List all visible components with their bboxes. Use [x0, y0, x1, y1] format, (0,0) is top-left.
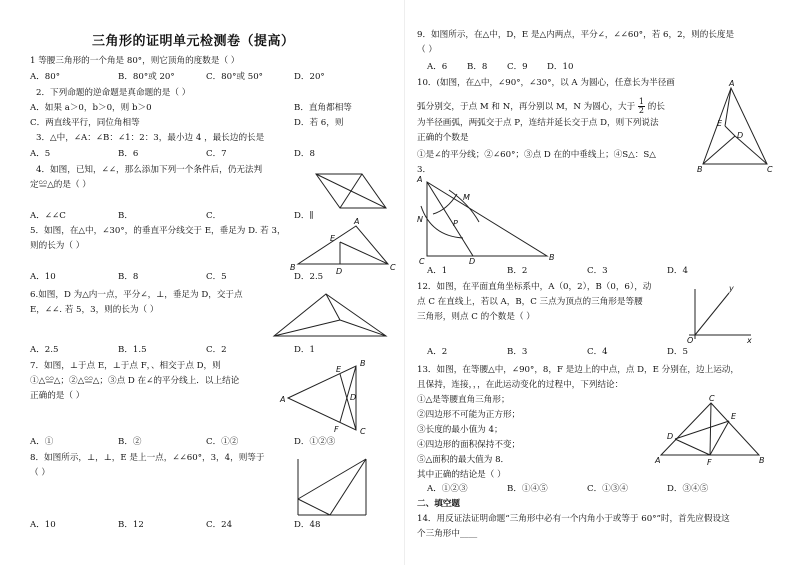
q7-option-d: D．①②③ [294, 437, 336, 447]
q13-fig-cf [710, 403, 711, 455]
q10-label-p: P [453, 219, 458, 228]
q13-figure [655, 395, 765, 465]
q13-option-c: C．①③④ [587, 484, 628, 494]
q13-label-c: C [709, 394, 715, 403]
q5-option-a: A．10 [30, 272, 56, 282]
q10-label-c: C [419, 257, 425, 266]
q7-label-f: F [334, 425, 339, 434]
q4-figure [310, 170, 390, 215]
q3-option-d: D．8 [294, 149, 315, 159]
q9-fig-triangle [703, 88, 767, 164]
q13-option-a: A．①②③ [427, 484, 468, 494]
q8-option-a: A．10 [30, 520, 56, 530]
q6-option-b: B．1.5 [118, 345, 147, 355]
q2-option-a: A．如果 a＞0，b＞0，则 b＞0 [30, 103, 152, 113]
q8-fig-segment-1 [298, 459, 366, 499]
q13-label-a: A [655, 456, 661, 465]
q9-option-b: B．8 [467, 62, 488, 72]
q7-fig-triangle [288, 366, 356, 430]
q10-label-n: N [417, 215, 423, 224]
q13-text-2: 且保持，连接，，，在此运动变化的过程中，下列结论： [417, 380, 624, 390]
q10-text-6: 3． [417, 165, 432, 175]
q12-label-x: x [747, 336, 752, 345]
fraction-den: 2 [638, 106, 645, 115]
q9-fig-segment-1 [725, 88, 731, 126]
q5-text-1: 5．如图，在△中，∠30°，的垂直平分线交于 E，垂足为 D. 若 3， [30, 226, 286, 236]
right-column [405, 0, 800, 565]
q12-option-b: B．3 [507, 347, 528, 357]
q3-option-c: C．7 [206, 149, 227, 159]
q8-fig-segment-3 [330, 459, 366, 515]
q12-option-a: A．2 [427, 347, 448, 357]
q3-option-a: A．5 [30, 149, 51, 159]
q2-option-b: B．直角都相等 [294, 103, 352, 113]
q10-fig-triangle [427, 182, 547, 256]
q9-label-a: A [729, 79, 735, 88]
q5-label-d: D [336, 267, 343, 276]
q4-option-b: B． [118, 211, 133, 221]
q12-option-d: D．5 [667, 347, 688, 357]
q13-conclusion-3: ③长度的最小值为 4； [417, 425, 503, 435]
q9-fig-segment-2 [725, 126, 735, 136]
q7-label-a: A [280, 395, 286, 404]
q7-text-3: 正确的是（ ） [30, 391, 85, 401]
q7-option-a: A．① [30, 437, 54, 447]
q12-text-2: 点 C 在直线上，若以 A，B，C 三点为顶点的三角形是等腰 [417, 297, 643, 307]
q7-option-c: C．①② [206, 437, 239, 447]
q2-option-c: C．两直线平行，同位角相等 [30, 118, 140, 128]
q10-text-4: 正确的个数是 [417, 133, 469, 143]
page-title: 三角形的证明单元检测卷（提高） [92, 34, 295, 49]
q1-option-d: D．20° [294, 72, 325, 82]
q9-text-2: （ ） [417, 45, 437, 55]
q12-text-1: 12．如图，在平面直角坐标系中，A（0，2），B（0，6），动 [417, 282, 652, 292]
q5-label-a: A [354, 217, 360, 226]
fraction-num: 1 [638, 97, 645, 106]
q13-text-3: 其中正确的结论是（ ） [417, 470, 506, 480]
q4-text-2: 定≌△的是（ ） [30, 180, 91, 190]
q9-label-b: B [697, 165, 703, 174]
q2-text: 2．下列命题的逆命题是真命题的是（ ） [36, 88, 191, 98]
q9-text-1: 9．如图所示，在△中，D，E 是△内两点，平分∠，∠∠60°，若 6，2，则的长度是 [417, 30, 735, 40]
q8-option-b: B．12 [118, 520, 144, 530]
q10-option-a: A．1 [427, 266, 448, 276]
q9-label-c: C [767, 165, 773, 174]
q13-label-f: F [707, 458, 712, 467]
q13-label-d: D [667, 432, 674, 441]
q8-fig-segment-2 [298, 499, 330, 515]
q6-option-c: C．2 [206, 345, 227, 355]
q8-option-c: C．24 [206, 520, 233, 530]
q3-option-b: B．6 [118, 149, 139, 159]
q8-text-1: 8．如图所示，⊥，⊥，E 是上一点，∠∠60°，3，4，则等于 [30, 453, 265, 463]
q5-option-d: D．2.5 [294, 272, 324, 282]
q7-option-b: B．② [118, 437, 142, 447]
q10-label-a: A [417, 175, 423, 184]
q4-option-d: D．∥ [294, 211, 314, 221]
q10-text-2-tail: 的长 [647, 102, 665, 112]
q5-label-b: B [290, 263, 296, 272]
q1-text: 1 等腰三角形的一个角是 80°，则它顶角的度数是（ ） [30, 56, 240, 66]
q8-text-2: （ ） [30, 468, 50, 478]
q9-option-d: D．10 [547, 62, 574, 72]
q6-option-a: A．2.5 [30, 345, 59, 355]
q13-conclusion-4: ④四边形的面积保持不变； [417, 440, 521, 450]
q9-fig-segment-4 [735, 136, 767, 164]
q4-text-1: 4．如图，已知，∠∠，那么添加下列一个条件后，仍无法判 [36, 165, 263, 175]
fraction-half [638, 98, 645, 115]
q10-option-b: B．2 [507, 266, 528, 276]
q12-label-y: y [729, 284, 734, 293]
q5-option-c: C．5 [206, 272, 227, 282]
q6-figure [270, 290, 390, 340]
q10-label-d: D [469, 257, 476, 266]
q10-text-2-main: 弧分别交，于点 M 和 N，再分别以 M，N 为圆心，大于 [417, 102, 636, 112]
q5-fig-segment [340, 242, 388, 264]
q6-fig-segment-2 [340, 320, 386, 336]
q10-text-1: 10．(如图，在△中，∠90°，∠30°，以 A 为圆心，任意长为半径画 [417, 78, 675, 88]
q10-option-c: C．3 [587, 266, 608, 276]
q8-option-d: D．48 [294, 520, 321, 530]
q10-label-m: M [463, 193, 470, 202]
section-heading-fill-in: 二、填空题 [417, 499, 460, 509]
q13-conclusion-1: ①△是等腰直角三角形； [417, 395, 510, 405]
q13-option-b: B．①④⑤ [507, 484, 548, 494]
q9-option-c: C．9 [507, 62, 528, 72]
q1-option-b: B．80°或 20° [118, 72, 175, 82]
q5-label-c: C [390, 263, 396, 272]
q9-label-e: E [717, 119, 723, 128]
q13-option-d: D．③④⑤ [667, 484, 709, 494]
q7-label-b: B [360, 359, 366, 368]
q13-conclusion-2: ②四边形不可能为正方形； [417, 410, 521, 420]
q7-fig-segment-1 [340, 374, 356, 430]
q13-text-1: 13．如图，在等腰△中，∠90°，8，F 是边上的中点，点 D，E 分别在，边上运动， [417, 365, 739, 375]
q14-answer-blank[interactable]: ____ [459, 529, 478, 539]
q4-option-a: A．∠∠C [30, 211, 66, 221]
q12-figure [685, 285, 755, 345]
q4-fig-diagonal-2 [340, 174, 362, 208]
q1-option-a: A．80° [30, 72, 61, 82]
q5-text-2: 则的长为（ ） [30, 241, 85, 251]
q1-option-c: C．80°或 50° [206, 72, 263, 82]
q2-option-d: D．若 6，则 [294, 118, 344, 128]
q7-text-1: 7．如图，⊥于点 E，⊥于点 F，、相交于点 D，则 [30, 361, 221, 371]
q6-text-1: 6.如图，D 为△内一点，平分∠，⊥，垂足为 D，交于点 [30, 290, 243, 300]
q14-text-1: 14．用反证法证明命题“三角形中必有一个内角小于或等于 60°”时，首先应假设这 [417, 514, 730, 524]
q13-label-e: E [731, 412, 737, 421]
q5-label-e: E [330, 234, 336, 243]
q8-figure [290, 455, 370, 520]
q5-option-b: B．8 [118, 272, 139, 282]
q12-option-c: C．4 [587, 347, 608, 357]
q7-text-2: ①△≌△；②△≌△；③点 D 在∠的平分线上．以上结论 [30, 376, 240, 386]
q7-label-e: E [336, 365, 342, 374]
q6-fig-segment-3 [326, 294, 340, 320]
q10-text-3: 为半径画弧，两弧交于点 P，连结并延长交于点 D，则下列说法 [417, 118, 659, 128]
q13-conclusion-5: ⑤△面积的最大值为 8． [417, 455, 510, 465]
q13-label-b: B [759, 456, 765, 465]
q7-label-c: C [360, 427, 366, 436]
q6-option-d: D．1 [294, 345, 315, 355]
q7-label-d: D [350, 393, 357, 402]
q9-option-a: A．6 [427, 62, 448, 72]
q4-option-c: C． [206, 211, 222, 221]
q12-label-o: O [687, 336, 694, 345]
q3-text: 3．△中，∠A：∠B：∠1：2：3，最小边 4 ，最长边的长是 [36, 133, 265, 143]
q13-fig-df [675, 439, 710, 455]
q10-label-b: B [549, 253, 555, 262]
q10-text-5: ①是∠的平分线；②∠60°；③点 D 在的中垂线上；④S△：S△ [417, 150, 656, 160]
q12-text-3: 三角形，则点 C 的个数是（ ） [417, 312, 535, 322]
q9-label-d: D [737, 131, 744, 140]
q10-figure [417, 176, 557, 266]
q10-option-d: D．4 [667, 266, 688, 276]
q9-figure [697, 80, 777, 175]
q5-figure [290, 217, 396, 276]
q14-text-2-main: 个三角形中 [417, 529, 460, 539]
q14-text-2 [417, 529, 477, 540]
q12-fig-line [695, 293, 729, 335]
q7-figure [280, 360, 385, 435]
q10-text-2 [417, 98, 665, 115]
q6-text-2: E，∠∠. 若 5，3，则的长为（ ） [30, 305, 159, 315]
